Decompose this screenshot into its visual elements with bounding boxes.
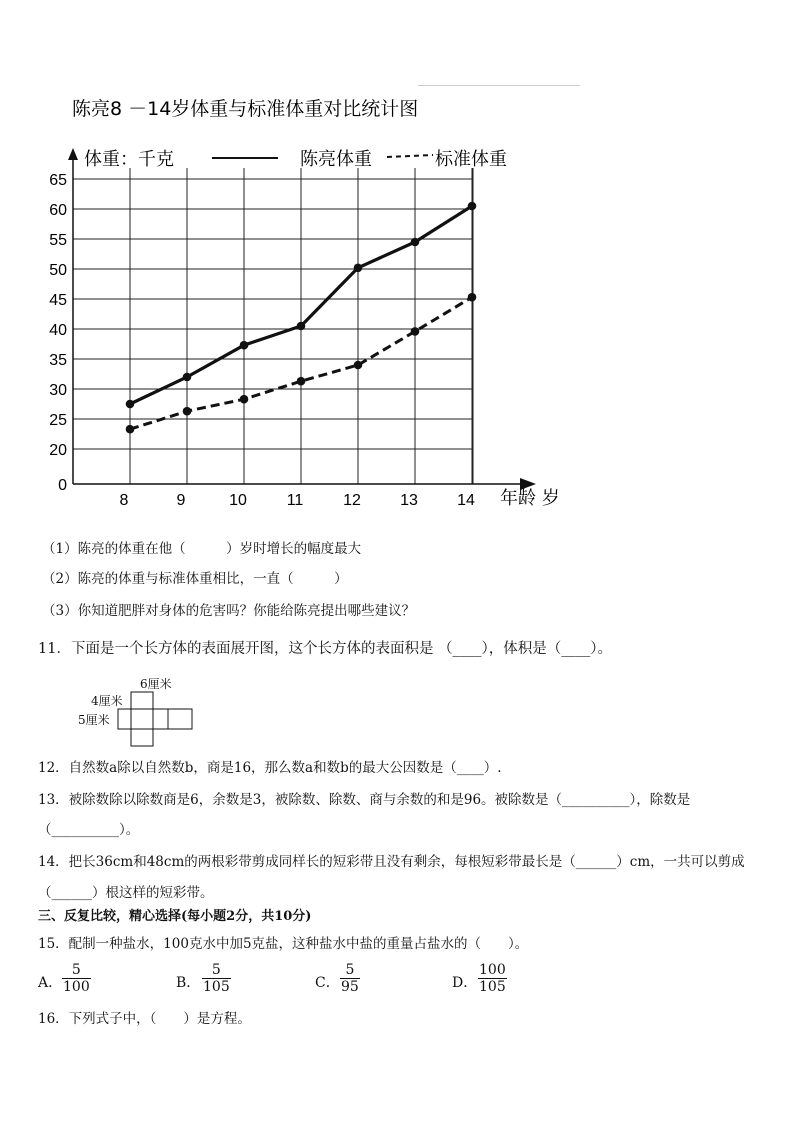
series-2-point-8 [126, 425, 135, 434]
option-c-label: C． [315, 975, 340, 991]
series-2-point-12 [354, 361, 363, 370]
option-d-denominator: 105 [479, 979, 506, 995]
y-tick-label-35: 35 [49, 352, 67, 369]
option-c-denominator: 95 [341, 979, 359, 995]
option-c-fraction [340, 962, 360, 995]
series-1-point-12 [354, 264, 363, 273]
series-1-point-11 [297, 322, 306, 331]
weight-line-chart [0, 90, 794, 520]
chart-title: 陈亮8 －14岁体重与标准体重对比统计图 [72, 98, 419, 120]
series-2-point-14 [468, 293, 477, 302]
x-tick-label-10: 10 [229, 492, 247, 509]
question-14-line-2: （______）根这样的短彩带。 [38, 885, 214, 901]
y-tick-label-40: 40 [49, 322, 67, 339]
series-1-point-13 [411, 238, 420, 247]
sub-question-2: （2）陈亮的体重与标准体重相比，一直（ ） [42, 571, 348, 587]
net-diagram [110, 690, 200, 750]
option-b-label: B． [176, 975, 201, 991]
x-tick-label-11: 11 [286, 492, 304, 509]
question-13-line-1: 13．被除数除以除数商是6，余数是3，被除数、除数、商与余数的和是96。被除数是（__________），除数是 [38, 792, 691, 808]
option-b-fraction [202, 962, 231, 995]
question-14-line-1: 14．把长36cm和48cm的两根彩带剪成同样长的短彩带且没有剩余，每根短彩带最长是（______）cm，一共可以剪成 [38, 854, 745, 870]
y-axis-arrow [68, 148, 78, 160]
question-11: 11．下面是一个长方体的表面展开图，这个长方体的表面积是 （____），体积是（____）。 [38, 641, 613, 657]
legend-dashed-swatch [387, 155, 433, 157]
series-1-point-9 [183, 373, 192, 382]
series-1-point-8 [126, 400, 135, 409]
y-tick-label-50: 50 [49, 262, 67, 279]
option-b-numerator: 5 [211, 962, 221, 978]
y-tick-label-25: 25 [49, 412, 67, 429]
sub-question-3: （3）你知道肥胖对身体的危害吗？你能给陈亮提出哪些建议？ [42, 603, 416, 619]
question-16: 16．下列式子中，（ ）是方程。 [38, 1011, 251, 1027]
question-13-line-2: （__________）。 [38, 822, 140, 838]
y-tick-label-45: 45 [49, 292, 67, 309]
net-label-width: 4厘米 [91, 694, 123, 708]
question-12: 12．自然数a除以自然数b，商是16，那么数a和数b的最大公因数是（____）. [38, 760, 502, 776]
x-tick-label-13: 13 [400, 492, 418, 509]
series-1-point-10 [240, 341, 249, 350]
header-rule [418, 85, 580, 86]
question-15: 15．配制一种盐水，100克水中加5克盐，这种盐水中盐的重量占盐水的（ ）。 [38, 936, 529, 952]
series-2-point-10 [240, 395, 249, 404]
option-d-label: D． [452, 975, 478, 991]
option-c-numerator: 5 [345, 962, 355, 978]
net-label-length: 6厘米 [140, 677, 172, 691]
chart-axes [68, 148, 536, 490]
x-tick-label-8: 8 [119, 492, 129, 509]
series-1-point-14 [468, 202, 477, 211]
y-tick-label-60: 60 [49, 202, 67, 219]
x-tick-label-12: 12 [343, 492, 361, 509]
option-d-numerator: 100 [479, 962, 506, 978]
option-d-fraction [478, 962, 507, 995]
x-tick-label-9: 9 [176, 492, 186, 509]
y-tick-label-55: 55 [49, 232, 67, 249]
series-2-point-11 [297, 377, 306, 386]
option-b-denominator: 105 [203, 979, 230, 995]
option-a-numerator: 5 [71, 962, 81, 978]
option-a-denominator: 100 [63, 979, 90, 995]
option-a-fraction [62, 962, 91, 995]
x-axis-label: 年龄 岁 [500, 488, 560, 509]
x-tick-label-14: 14 [457, 492, 475, 509]
option-a-label: A． [38, 975, 63, 991]
net-label-height: 5厘米 [78, 713, 110, 727]
y-axis-label: 体重：千克 [84, 149, 174, 170]
y-tick-label-30: 30 [49, 382, 67, 399]
section-3-heading: 三、反复比较，精心选择(每小题2分，共10分) [38, 909, 312, 924]
y-tick-label-20: 20 [49, 442, 67, 459]
y-tick-label-0: 0 [58, 477, 67, 494]
chart-grid [73, 168, 473, 484]
legend-series-1: 陈亮体重 [300, 149, 372, 170]
series-2-point-9 [183, 407, 192, 416]
y-tick-label-65: 65 [49, 172, 67, 189]
series-2-point-13 [411, 327, 420, 336]
legend-series-2: 标准体重 [435, 149, 507, 170]
sub-question-1: （1）陈亮的体重在他（ ）岁时增长的幅度最大 [42, 541, 362, 557]
